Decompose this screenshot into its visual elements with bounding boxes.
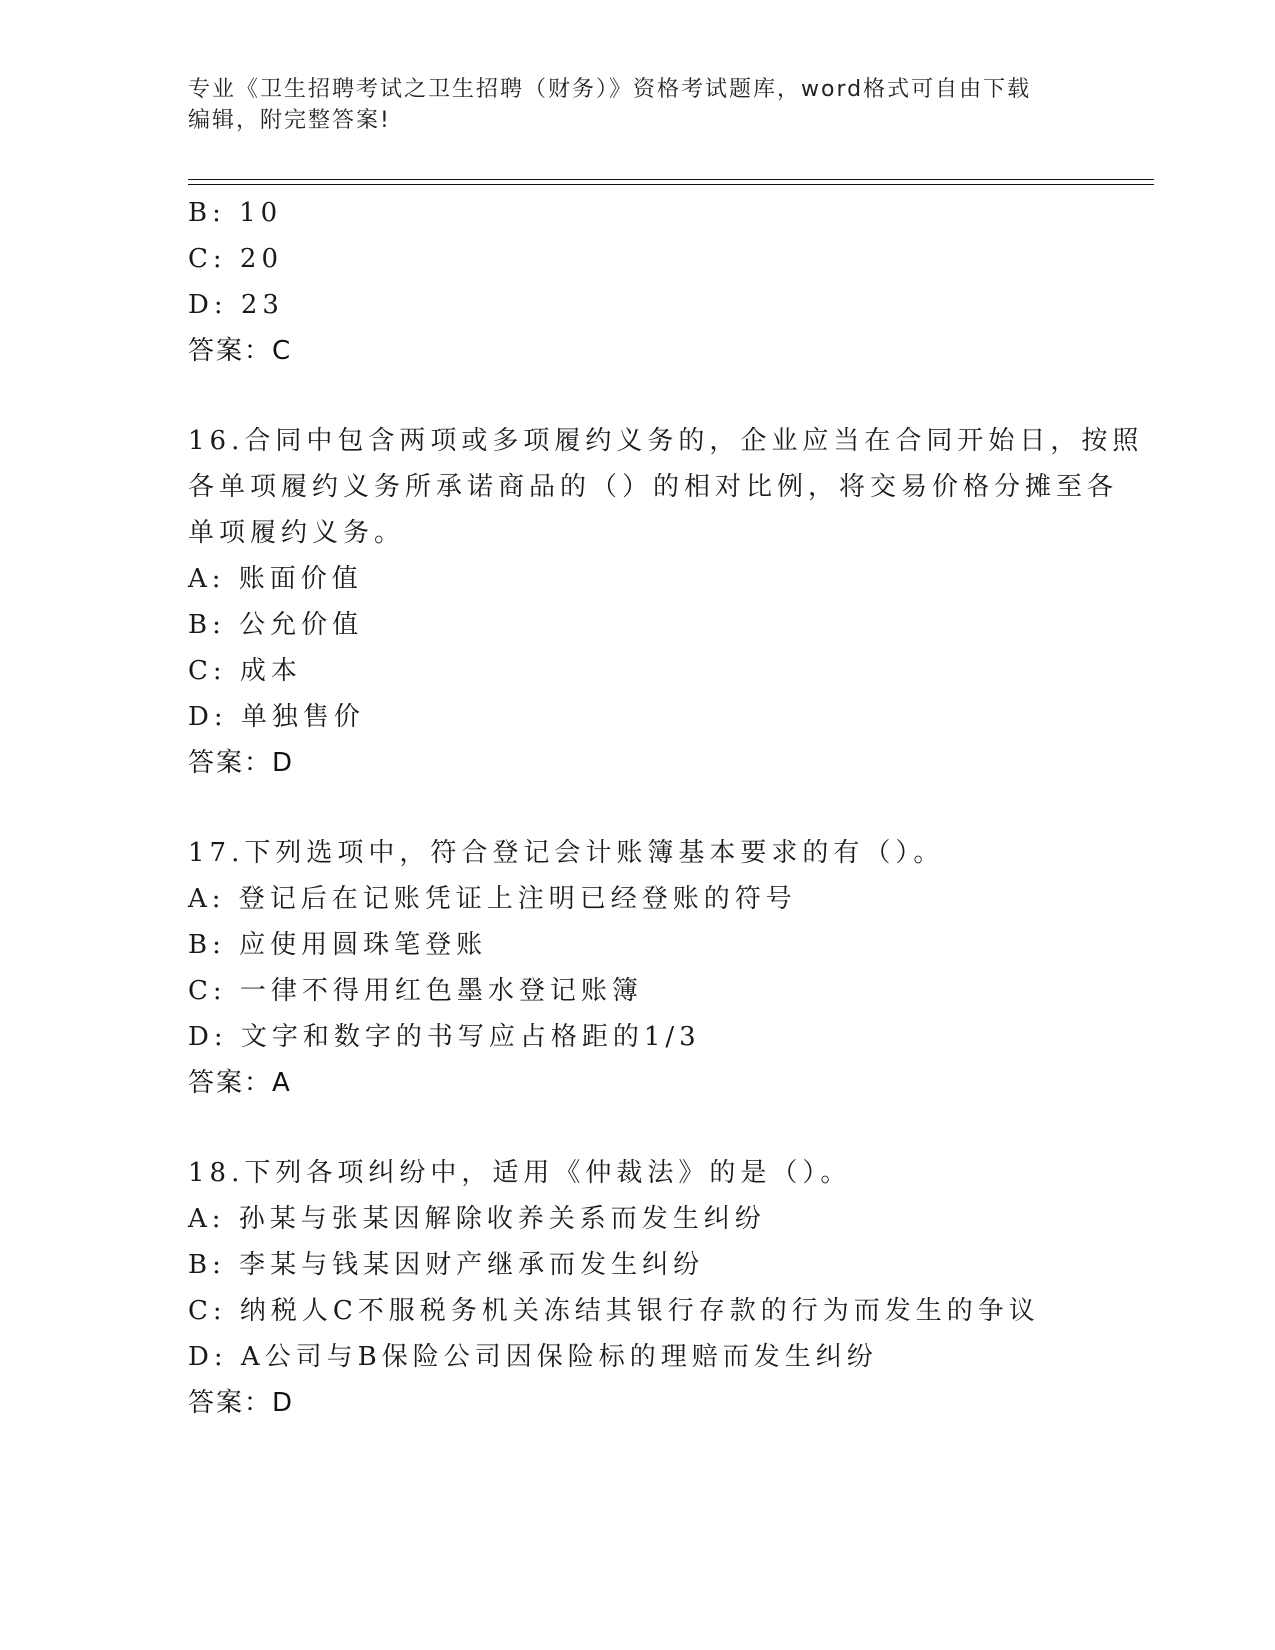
question-15-continuation [188,190,1088,374]
option-c: C: 成本 [188,656,302,686]
option-d: D: A公司与B保险公司因保险标的理赔而发生纠纷 [188,1342,878,1372]
question-16 [188,418,1144,786]
option-d: D: 单独售价 [188,702,365,732]
option-a: A: 孙某与张某因解除收养关系而发生纠纷 [188,1204,766,1234]
document-body [188,190,1144,1426]
answer-line: 答案：A [188,1068,292,1098]
option-a: A: 账面价值 [188,564,363,594]
document-header [188,74,1088,136]
option-b: B: 10 [188,198,283,228]
option-a: A: 登记后在记账凭证上注明已经登账的符号 [188,884,797,914]
option-b: B: 公允价值 [188,610,364,640]
answer-line: 答案：D [188,748,295,778]
option-c: C: 一律不得用红色墨水登记账簿 [188,976,643,1006]
option-d: D: 23 [188,290,284,320]
option-b: B: 李某与钱某因财产继承而发生纠纷 [188,1250,705,1280]
question-18 [188,1150,1088,1426]
option-c: C: 20 [188,244,284,274]
question-stem-line: 17.下列选项中，符合登记会计账簿基本要求的有（）。 [188,838,945,868]
option-c: C: 纳税人C不服税务机关冻结其银行存款的行为而发生的争议 [188,1296,1040,1326]
option-d: D: 文字和数字的书写应占格距的1/3 [188,1022,701,1052]
question-stem-line: 单项履约义务。 [188,518,406,548]
question-stem-line: 18.下列各项纠纷中，适用《仲裁法》的是（）。 [188,1158,852,1188]
header-double-rule [188,179,1154,185]
header-title-line-1: 专业《卫生招聘考试之卫生招聘（财务）》资格考试题库，word格式可自由下载 [188,77,1032,102]
question-stem-line: 16.合同中包含两项或多项履约义务的，企业应当在合同开始日，按照 [188,426,1144,456]
question-17 [188,830,1088,1106]
question-stem-line: 各单项履约义务所承诺商品的（）的相对比例，将交易价格分摊至各 [188,472,1119,502]
header-title-line-2: 编辑，附完整答案! [188,108,391,133]
option-b: B: 应使用圆珠笔登账 [188,930,488,960]
answer-line: 答案：C [188,336,293,366]
answer-line: 答案：D [188,1388,295,1418]
